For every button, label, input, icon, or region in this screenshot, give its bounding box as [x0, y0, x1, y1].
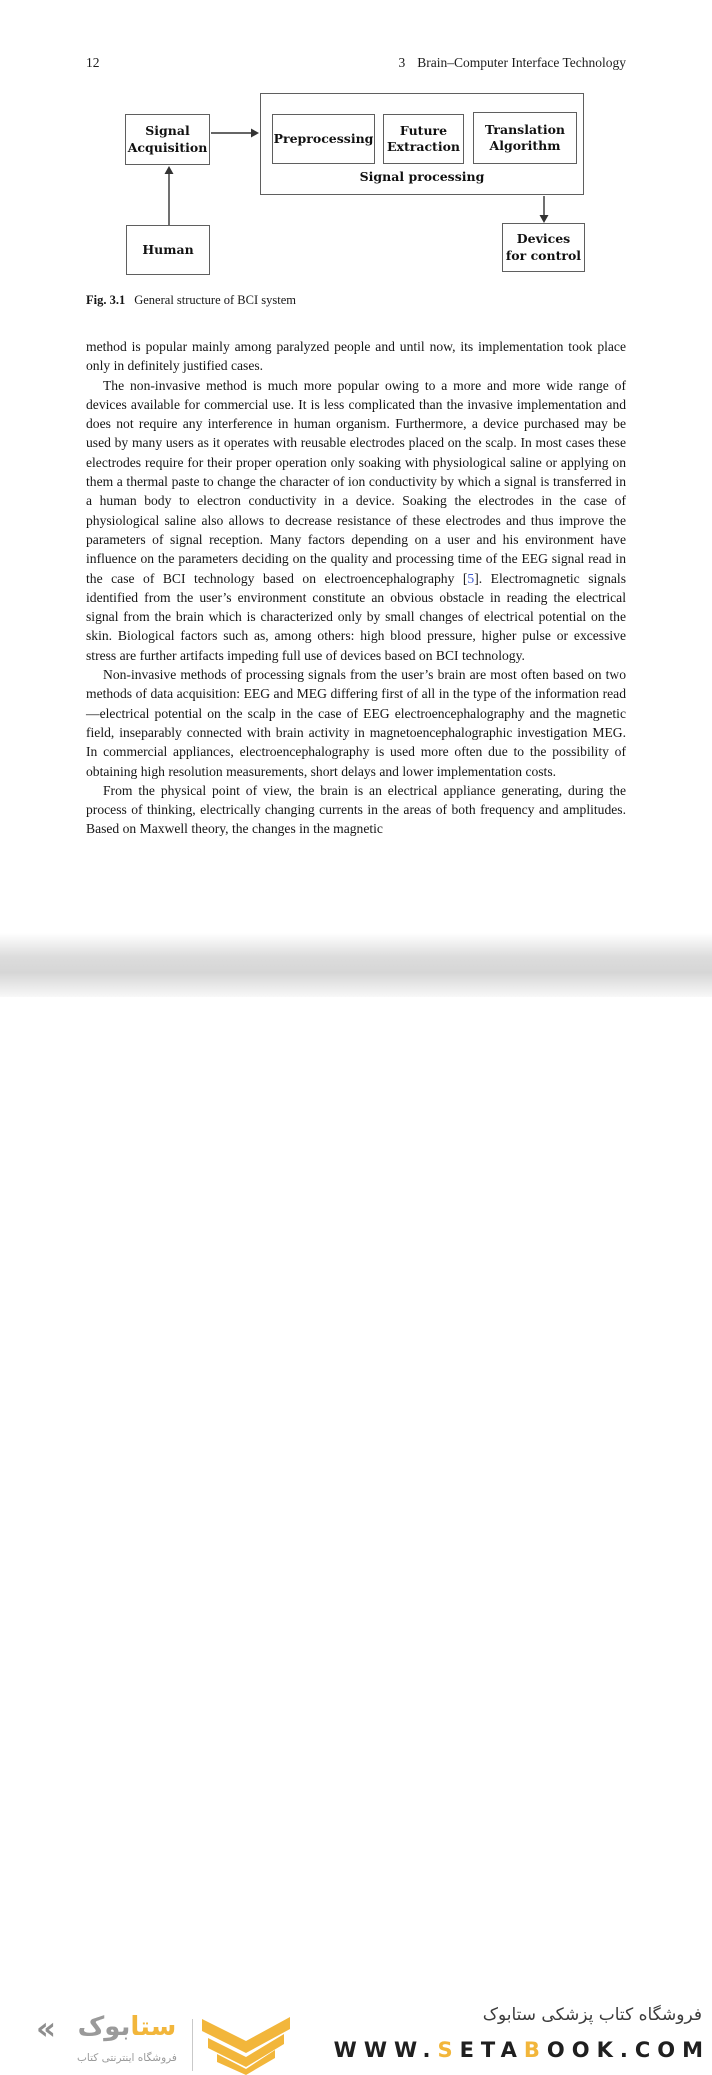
store-title: فروشگاه کتاب پزشکی ستابوک [482, 2005, 702, 2025]
chapter-number: 3 [398, 55, 406, 70]
diagram-node-future-extraction: Future Extraction [383, 114, 464, 164]
page-number: 12 [86, 55, 100, 70]
citation-ref-link[interactable]: 5 [467, 570, 475, 586]
figure-caption-text: General structure of BCI system [134, 293, 296, 307]
url-segment-yellow-b: B [523, 2038, 547, 2062]
wordmark-yellow-part: ستا [130, 2012, 177, 2042]
url-segment: ETA [459, 2038, 524, 2062]
diagram-node-human: Human [126, 225, 210, 275]
diagram-node-signal-acquisition: Signal Acquisition [125, 114, 210, 165]
diagram-label-signal-processing: Signal processing [359, 169, 485, 184]
paragraph: method is popular mainly among paralyzed people and until now, its implementation took place only in definitely justified cases. [86, 339, 626, 374]
body-text [86, 337, 626, 839]
diagram-node-translation-algorithm: Translation Algorithm [473, 112, 577, 164]
url-segment: WWW. [333, 2038, 438, 2062]
logo-tagline: فروشگاه اینترنتی کتاب [77, 2052, 177, 2064]
paragraph: Non-invasive methods of processing signals from the user’s brain are most often based on two methods of data acquisition: EEG and MEG differing first of all in the type of the information read—electrical potential on the scalp in the case of EEG electroencephalography and the magnetic field, inseparably connected with brain activity in magnetoencephalographic investigation MEG. In commercial appliances, electroencephalography is used more often due to the possibility of obtaining high resolution measurements, short delays and lower implementation costs. [86, 667, 626, 779]
arrowhead-down-icon [540, 215, 549, 223]
bci-diagram [86, 90, 626, 282]
paragraph-text: The non-invasive method is much more popular owing to a more and more wide range of devices available for commercial use. It is less complicated than the invasive implementation and does not require any interference in human organism. Furthermore, a device purchased may be used by many users as it operates with reusable electrodes placed on the scalp. In most cases these electrodes require for their proper operation only soaking with physiological saline or applying on them a thermal paste to change the character of ion conductivity by which a signal is transferred in a human body to electron conductivity in a device. Soaking the electrodes in the case of physiological saline also allows to decrease resistance of these electrodes and thus improve the parameters of signal reception. Many factors depending on a user and his environment have influence on the parameters deciding on the quality and processing time of the EEG signal read in the case of BCI technology based on electroencephalography [ [86, 377, 626, 586]
page-bottom-shadow [0, 933, 712, 997]
url-segment-yellow-s: S [437, 2038, 460, 2062]
diagram-node-preprocessing: Preprocessing [272, 114, 375, 164]
url-segment: OOK.COM [546, 2038, 710, 2062]
chapter-heading [399, 55, 627, 71]
store-url [334, 2038, 710, 2062]
page-header [86, 55, 626, 71]
figure-caption [86, 293, 626, 308]
arrowhead-up-icon [165, 166, 174, 174]
logo-divider [192, 2019, 193, 2071]
paragraph-text: ]. Electromagnetic signals identified from the user’s environment constitute an obvious obstacle in reading the electrical signal from the brain which is characterized only by small changes of electrical potential on the skin. Biological factors such as, among others: high blood pressure, higher pulse or excessive stress are further artifacts impeding full use of devices based on BCI technology. [86, 570, 626, 663]
diagram-arrows [86, 90, 626, 282]
paragraph: From the physical point of view, the brain is an electrical appliance generating, during the process of thinking, electrically changing currents in the areas of both frequency and amplitudes. Based on Maxwell theory, the changes in the magnetic [86, 782, 626, 837]
setabook-emblem-icon [202, 2017, 290, 2075]
figure-caption-label: Fig. 3.1 [86, 293, 126, 307]
setabook-wordmark [68, 2009, 186, 2045]
logo-guillemet-icon: « [36, 2011, 57, 2047]
diagram-node-devices-for-control: Devices for control [502, 223, 585, 272]
paragraph [86, 376, 626, 665]
chapter-title: Brain–Computer Interface Technology [417, 55, 626, 70]
wordmark-gray-part: بوک [77, 2012, 131, 2042]
arrowhead-right-icon [251, 129, 259, 138]
watermark-footer [0, 997, 712, 2064]
